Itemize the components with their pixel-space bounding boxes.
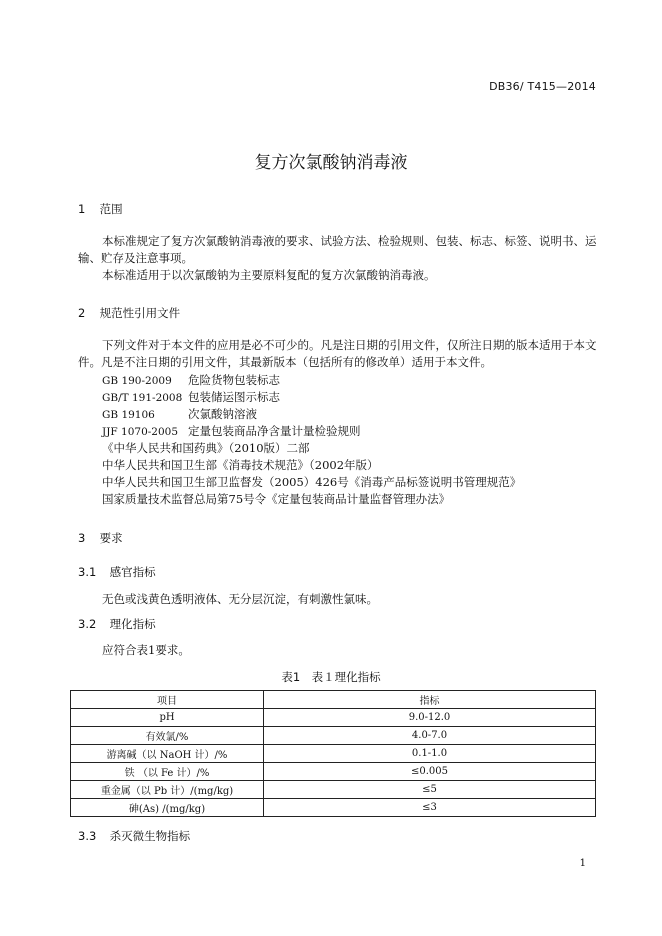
section-title: 要求 xyxy=(99,531,123,545)
subsection-number: 3.2 xyxy=(78,617,97,631)
physicochemical-table xyxy=(70,690,596,817)
table-cell: pH xyxy=(71,709,264,727)
table-cell: ≤3 xyxy=(264,799,596,817)
column-header: 项目 xyxy=(71,691,264,709)
section-2-heading xyxy=(78,305,180,321)
reference-name: 次氯酸钠溶液 xyxy=(188,407,257,421)
column-header: 指标 xyxy=(264,691,596,709)
table-cell: 游离碱（以 NaOH 计）/% xyxy=(71,745,264,763)
table-caption: 表1 表１理化指标 xyxy=(281,670,381,684)
table-row xyxy=(71,727,596,745)
section-title: 范围 xyxy=(99,202,123,216)
sensory-requirement-text: 无色或浅黄色透明液体、无分层沉淀，有刺激性氯味。 xyxy=(102,592,378,606)
subsection-title: 理化指标 xyxy=(109,617,156,631)
subsection-number: 3.3 xyxy=(78,829,97,843)
reference-name: 定量包装商品净含量计量检验规则 xyxy=(188,424,361,438)
scope-paragraph-1: 本标准规定了复方次氯酸钠消毒液的要求、试验方法、检验规则、包装、标志、标签、说明书、运输、贮存及注意事项。 xyxy=(78,234,597,265)
document-code: DB36/ T415—2014 xyxy=(489,80,596,93)
table-header-row xyxy=(71,691,596,709)
subsection-title: 杀灭微生物指标 xyxy=(109,829,191,843)
reference-code: GB 19106 xyxy=(102,409,155,421)
table-cell: 9.0-12.0 xyxy=(264,709,596,727)
reference-item xyxy=(102,372,280,388)
page-number: 1 xyxy=(579,858,586,869)
section-3-heading xyxy=(78,530,123,546)
subsection-3-1-heading xyxy=(78,564,156,580)
reference-item xyxy=(102,423,361,439)
table-row xyxy=(71,781,596,799)
reference-code: JJF 1070-2005 xyxy=(102,426,179,438)
table-row xyxy=(71,745,596,763)
table-row xyxy=(71,709,596,727)
reference-name: 包装储运图示标志 xyxy=(188,390,280,404)
scope-paragraph-2: 本标准适用于以次氯酸钠为主要原料复配的复方次氯酸钠消毒液。 xyxy=(102,268,436,282)
subsection-title: 感官指标 xyxy=(109,565,156,579)
section-number: 1 xyxy=(78,202,86,216)
table-cell: 4.0-7.0 xyxy=(264,727,596,745)
subsection-3-2-heading xyxy=(78,616,156,632)
subsection-3-3-heading xyxy=(78,828,190,844)
section-number: 2 xyxy=(78,306,86,320)
reference-item: 国家质量技术监督总局第75号令《定量包装商品计量监督管理办法》 xyxy=(102,492,451,506)
document-title: 复方次氯酸钠消毒液 xyxy=(254,153,408,173)
table-cell: ≤0.005 xyxy=(264,763,596,781)
section-title: 规范性引用文件 xyxy=(99,306,181,320)
subsection-number: 3.1 xyxy=(78,565,97,579)
reference-item: 中华人民共和国卫生部卫监督发（2005）426号《消毒产品标签说明书管理规范》 xyxy=(102,475,522,489)
section-1-heading xyxy=(78,201,123,217)
physicochemical-requirement-text: 应符合表1要求。 xyxy=(102,643,190,657)
table-cell: 重金属（以 Pb 计）/(mg/kg) xyxy=(71,781,264,799)
reference-item: 《中华人民共和国药典》（2010版）二部 xyxy=(102,441,310,455)
table-cell: 铁 （以 Fe 计）/% xyxy=(71,763,264,781)
table-row xyxy=(71,799,596,817)
table-row xyxy=(71,763,596,781)
reference-item xyxy=(102,389,280,405)
table-cell: 0.1-1.0 xyxy=(264,745,596,763)
table-cell: 有效氯/% xyxy=(71,727,264,745)
reference-item: 中华人民共和国卫生部《消毒技术规范》（2002年版） xyxy=(102,458,379,472)
section-number: 3 xyxy=(78,531,86,545)
reference-name: 危险货物包装标志 xyxy=(188,373,280,387)
table-cell: ≤5 xyxy=(264,781,596,799)
reference-code: GB 190-2009 xyxy=(102,375,172,387)
table-cell: 砷(As) /(mg/kg) xyxy=(71,799,264,817)
references-intro: 下列文件对于本文件的应用是必不可少的。凡是注日期的引用文件，仅所注日期的版本适用于本文件。凡是不注日期的引用文件，其最新版本（包括所有的修改单）适用于本文件。 xyxy=(78,338,597,369)
reference-code: GB/T 191-2008 xyxy=(102,392,183,404)
reference-item xyxy=(102,406,257,422)
